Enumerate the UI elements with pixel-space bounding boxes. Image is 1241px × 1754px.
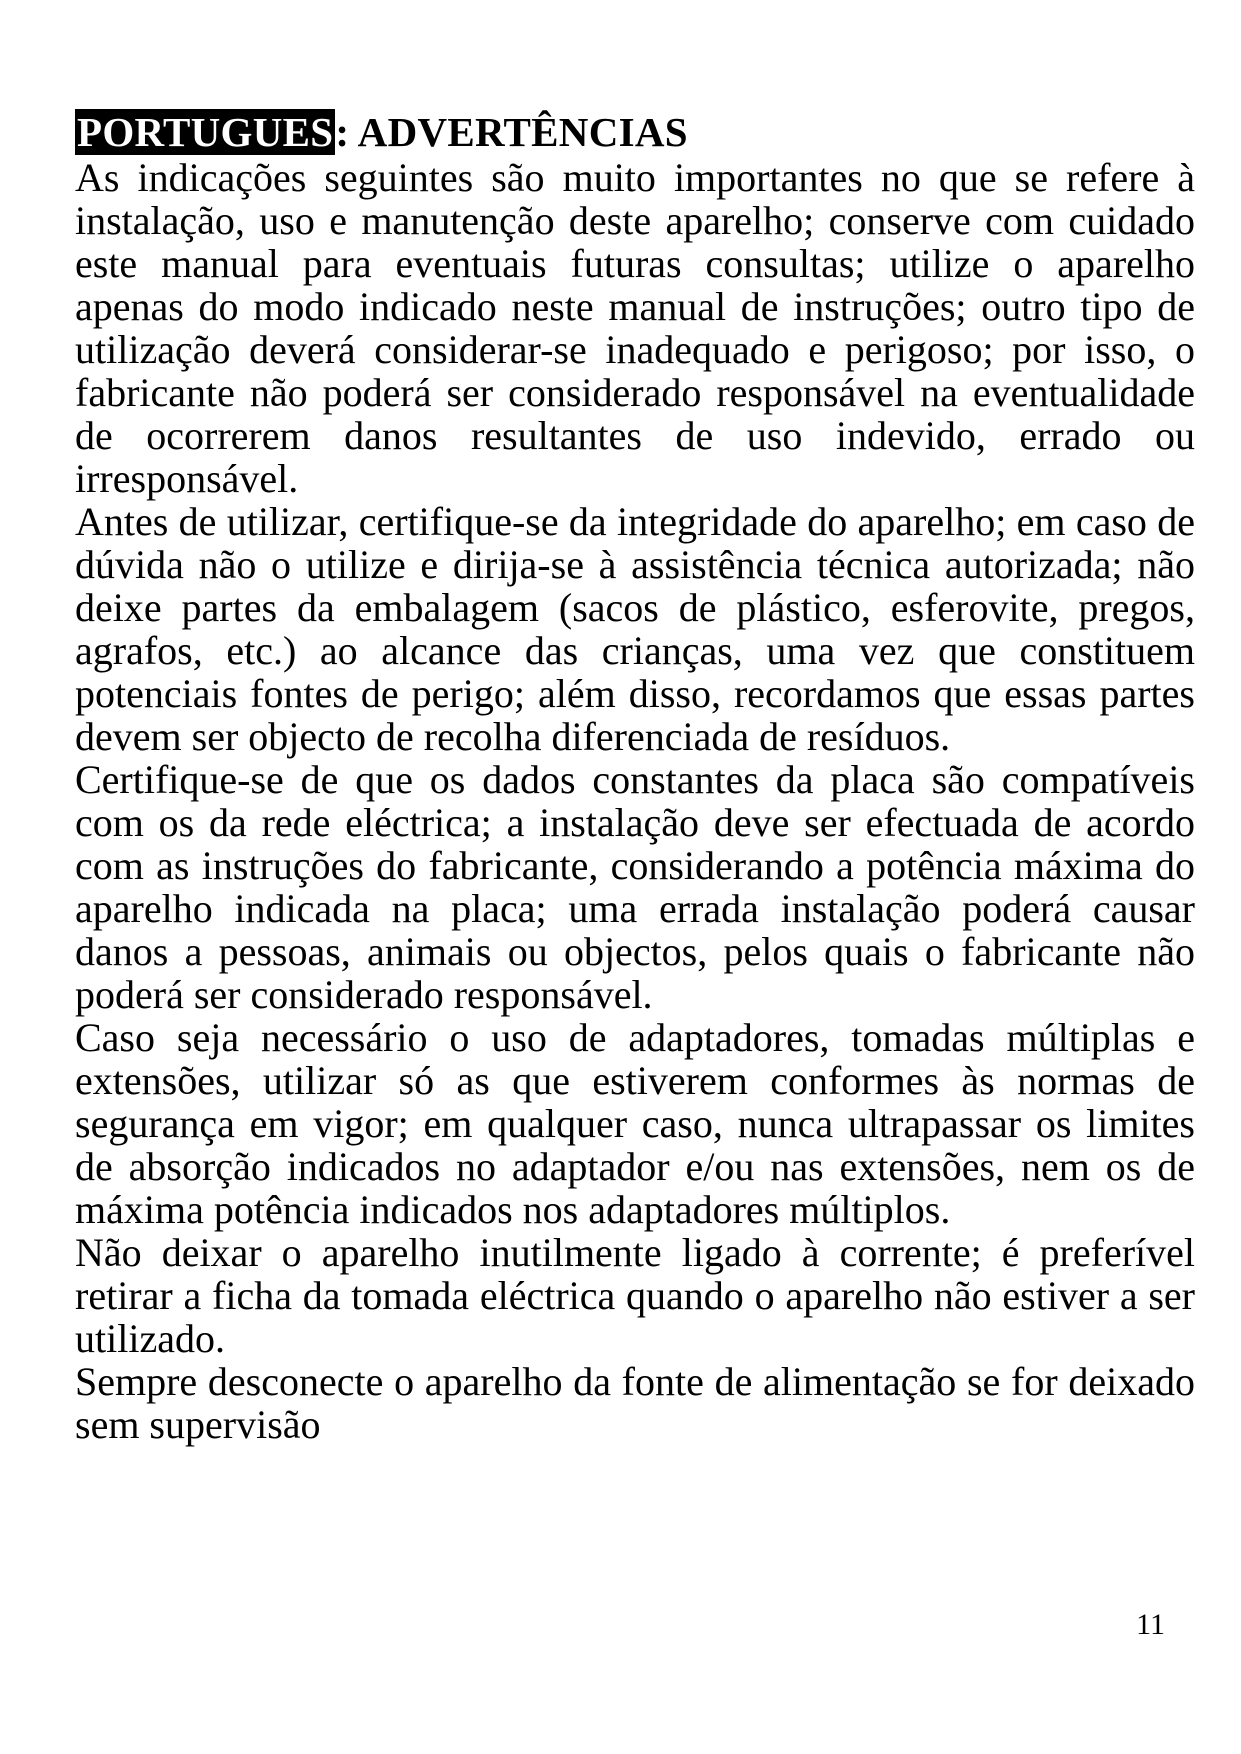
section-heading <box>75 108 1195 156</box>
paragraph-unplug-warnings: Não deixar o aparelho inutilmente ligado à corrente; é preferível retirar a ficha da tomada eléctrica quando o aparelho não estiver a ser utilizado. <box>75 1230 1195 1361</box>
paragraph-supervision-warning: Sempre desconecte o aparelho da fonte de alimentação se for deixado sem supervisão <box>75 1359 1195 1447</box>
paragraph-adapter-warnings: Caso seja necessário o uso de adaptadores, tomadas múltiplas e extensões, utilizar só as que estiverem conformes às normas de segurança em vigor; em qualquer caso, nunca ultrapassar os limites de absorção indicados no adaptador e/ou nas extensões, nem os de máxima potência indicados nos adaptadores múltiplos. <box>75 1015 1195 1232</box>
paragraph-usage-warnings: As indicações seguintes são muito importantes no que se refere à instalação, uso e manutenção deste aparelho; conserve com cuidado este manual para eventuais futuras consultas; utilize o aparelho apenas do modo indicado neste manual de instruções; outro tipo de utilização deverá considerar-se inadequado e perigoso; por isso, o fabricante não poderá ser considerado responsável na eventualidade de ocorrerem danos resultantes de uso indevido, errado ou irresponsável. <box>75 155 1195 501</box>
page-number: 11 <box>1136 1608 1165 1641</box>
heading-title: : ADVERTÊNCIAS <box>335 109 688 155</box>
document-body <box>75 108 1195 1446</box>
language-label: PORTUGUES <box>77 109 334 155</box>
paragraph-packaging-warnings: Antes de utilizar, certifique-se da integridade do aparelho; em caso de dúvida não o utilize e dirija-se à assistência técnica autorizada; não deixe partes da embalagem (sacos de plástico, esferovite, pregos, agrafos, etc.) ao alcance das crianças, uma vez que constituem potenciais fontes de perigo; além disso, recordamos que essas partes devem ser objecto de recolha diferenciada de resíduos. <box>75 499 1195 759</box>
paragraph-installation-warnings: Certifique-se de que os dados constantes da placa são compatíveis com os da rede eléctrica; a instalação deve ser efectuada de acordo com as instruções do fabricante, considerando a potência máxima do aparelho indicada na placa; uma errada instalação poderá causar danos a pessoas, animais ou objectos, pelos quais o fabricante não poderá ser considerado responsável. <box>75 757 1195 1017</box>
